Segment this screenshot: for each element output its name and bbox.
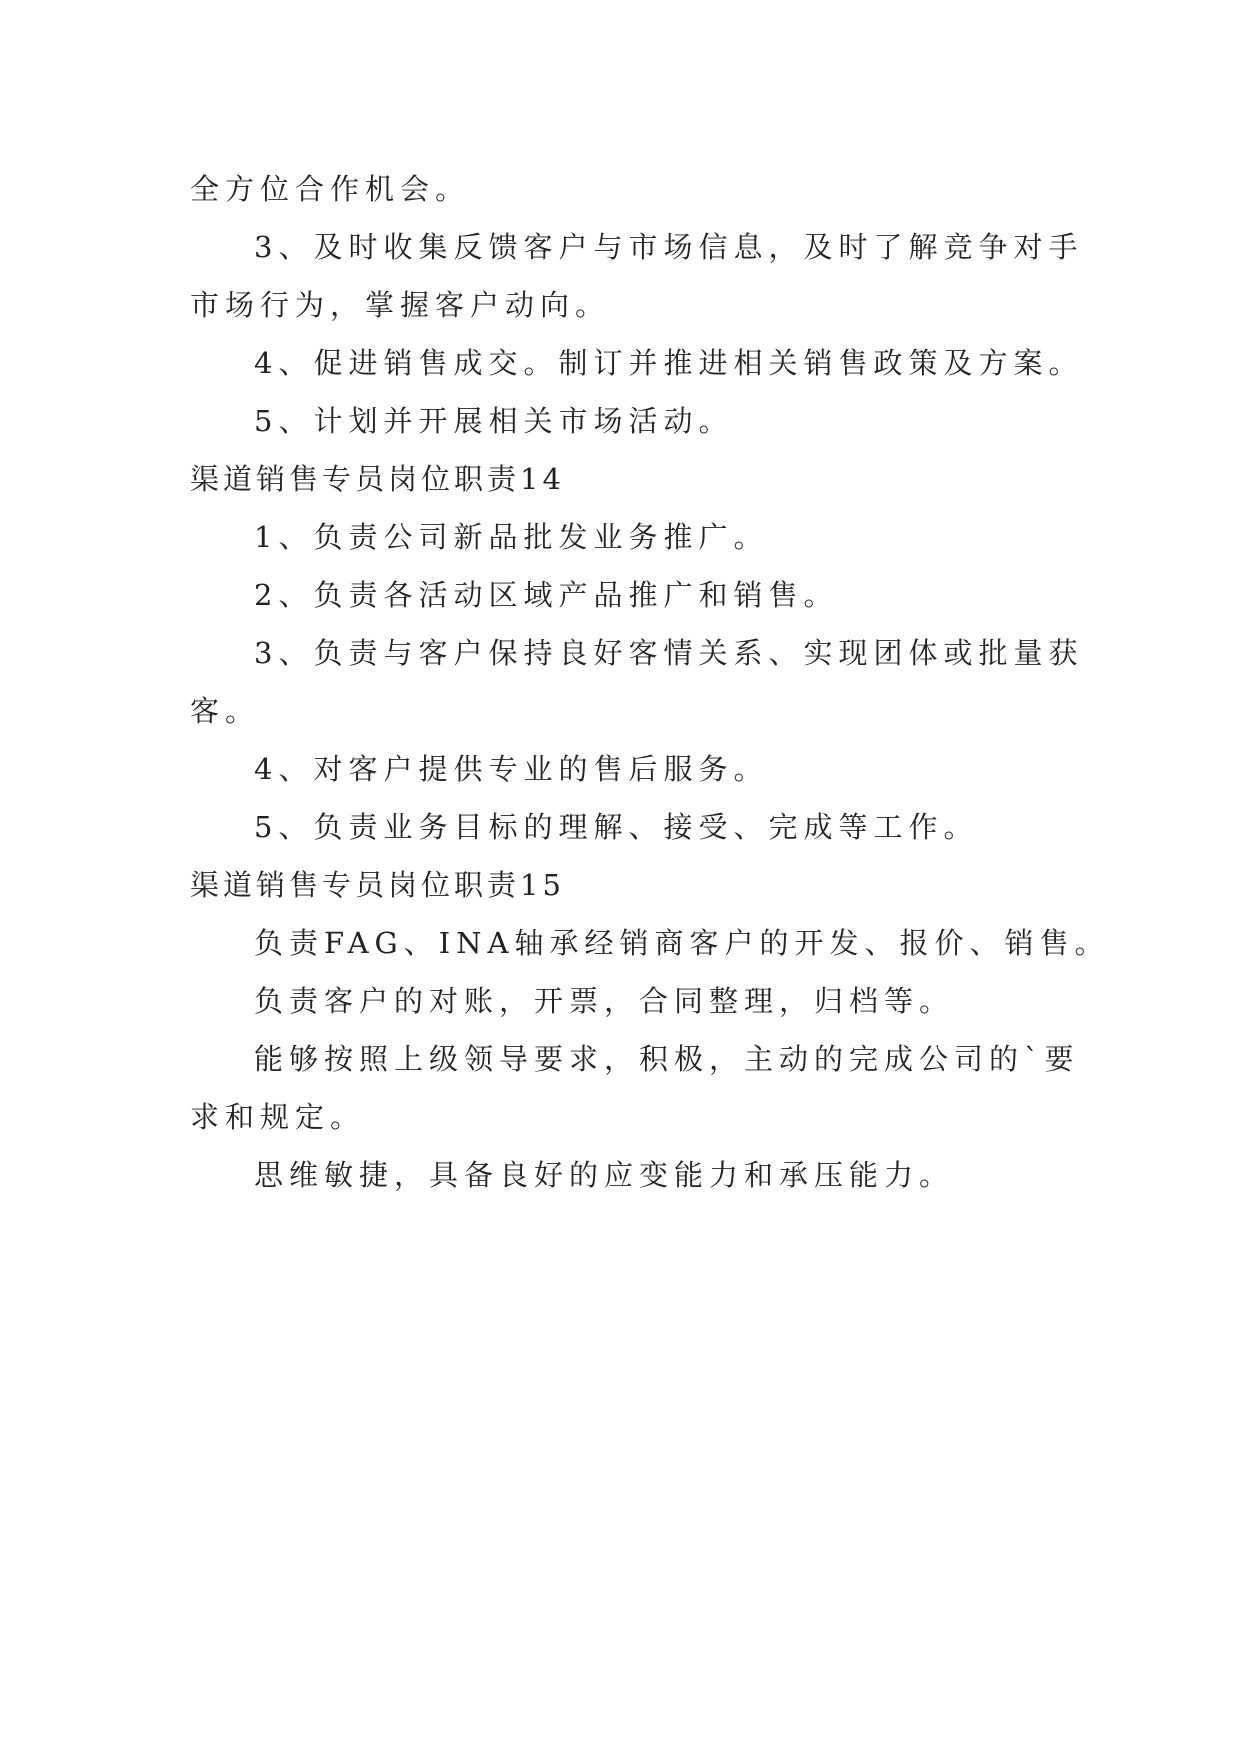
list-item: 5、计划并开展相关市场活动。 bbox=[254, 404, 734, 438]
paragraph: 负责FAG、INA轴承经销商客户的开发、报价、销售。 bbox=[254, 926, 1110, 960]
list-item: 4、对客户提供专业的售后服务。 bbox=[254, 752, 769, 786]
list-item: 3、及时收集反馈客户与市场信息，及时了解竞争对手 bbox=[254, 230, 1084, 264]
section-heading: 渠道销售专员岗位职责14 bbox=[190, 462, 565, 496]
text-line: 市场行为，掌握客户动向。 bbox=[190, 288, 611, 322]
paragraph: 能够按照上级领导要求，积极，主动的完成公司的`要 bbox=[254, 1042, 1080, 1076]
list-item: 3、负责与客户保持良好客情关系、实现团体或批量获 bbox=[254, 636, 1084, 670]
list-item: 4、促进销售成交。制订并推进相关销售政策及方案。 bbox=[254, 346, 1084, 380]
text-line: 客。 bbox=[190, 694, 261, 728]
text-line: 全方位合作机会。 bbox=[190, 172, 471, 206]
list-item: 2、负责各活动区域产品推广和销售。 bbox=[254, 578, 839, 612]
text-line: 求和规定。 bbox=[190, 1100, 366, 1134]
paragraph: 负责客户的对账，开票，合同整理，归档等。 bbox=[254, 984, 955, 1018]
list-item: 5、负责业务目标的理解、接受、完成等工作。 bbox=[254, 810, 979, 844]
section-heading: 渠道销售专员岗位职责15 bbox=[190, 868, 565, 902]
document-body bbox=[190, 160, 1110, 1204]
paragraph: 思维敏捷，具备良好的应变能力和承压能力。 bbox=[254, 1158, 955, 1192]
list-item: 1、负责公司新品批发业务推广。 bbox=[254, 520, 769, 554]
